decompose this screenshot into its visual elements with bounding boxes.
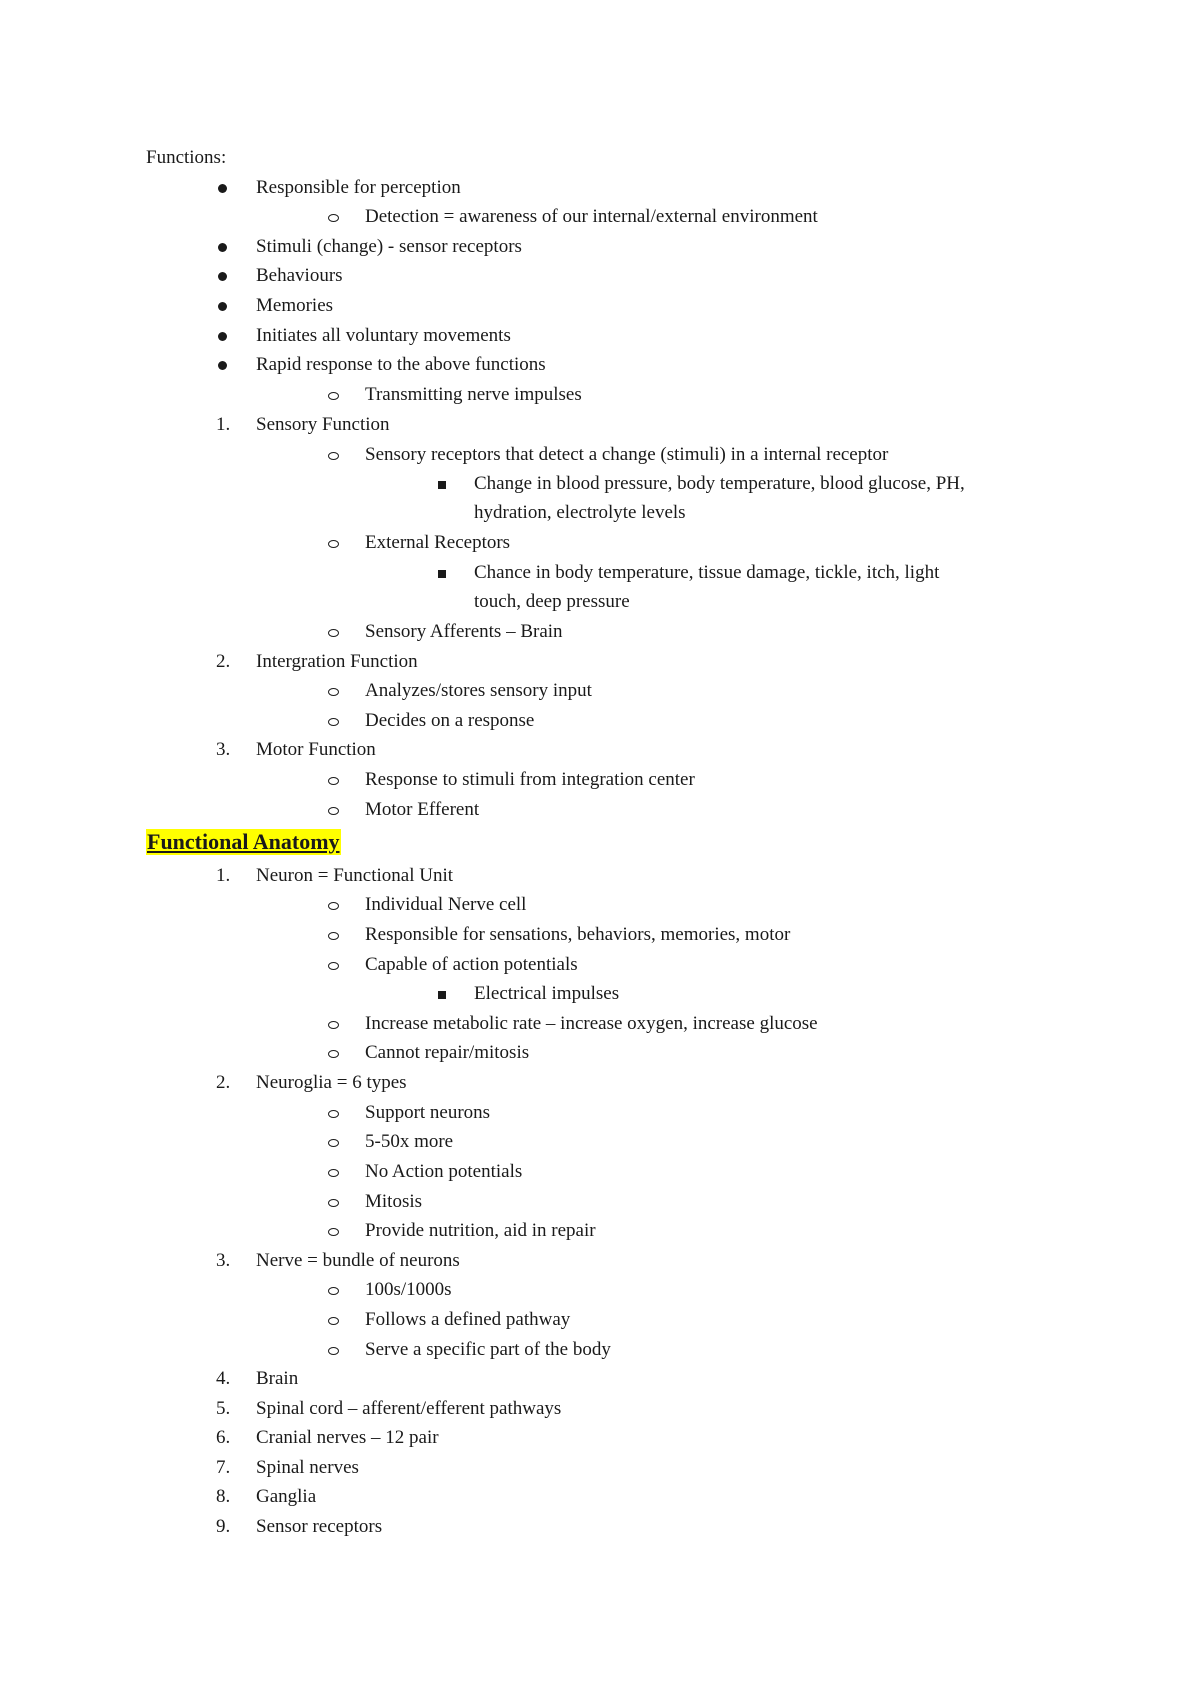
bullet-text: Memories xyxy=(256,295,334,316)
list-number: 2. xyxy=(216,651,231,672)
sub-bullet-text: Detection = awareness of our internal/external environment xyxy=(365,206,818,227)
bullet-circle xyxy=(327,444,339,466)
sub-sub-bullet-text: Electrical impulses xyxy=(474,983,620,1004)
bullet-circle xyxy=(327,680,339,702)
list-number: 1. xyxy=(216,414,231,435)
bullet-dot xyxy=(216,295,228,317)
sub-sub-bullet-text: Change in blood pressure, body temperature, blood glucose, PH, xyxy=(474,473,965,494)
bullet-circle xyxy=(327,1191,339,1213)
section-heading: Functional Anatomy xyxy=(147,829,340,854)
list-item-text: Intergration Function xyxy=(256,651,418,672)
sub-bullet-text: Individual Nerve cell xyxy=(365,894,527,915)
list-number: 3. xyxy=(216,1250,231,1271)
list-number: 7. xyxy=(216,1457,231,1478)
list-item-text: Sensory Function xyxy=(256,414,390,435)
bullet-dot xyxy=(216,325,228,347)
bullet-circle xyxy=(327,924,339,946)
list-number: 2. xyxy=(216,1072,231,1093)
bullet-text: Behaviours xyxy=(256,265,343,286)
sub-bullet-text: Motor Efferent xyxy=(365,799,480,820)
sub-bullet-text: Sensory receptors that detect a change (stimuli) in a internal receptor xyxy=(365,444,889,465)
bullet-circle xyxy=(327,710,339,732)
bullet-circle xyxy=(327,1279,339,1301)
bullet-circle xyxy=(327,1309,339,1331)
sub-bullet-text: No Action potentials xyxy=(365,1161,523,1182)
bullet-dot xyxy=(216,265,228,287)
bullet-dot xyxy=(216,236,228,258)
bullet-circle xyxy=(327,1013,339,1035)
bullet-circle xyxy=(327,954,339,976)
sub-bullet-text: Serve a specific part of the body xyxy=(365,1339,611,1360)
bullet-circle xyxy=(327,894,339,916)
sub-sub-bullet-text-cont: hydration, electrolyte levels xyxy=(474,502,686,523)
sub-bullet-text: Follows a defined pathway xyxy=(365,1309,571,1330)
sub-bullet-text: 100s/1000s xyxy=(365,1279,452,1300)
sub-bullet-text: Analyzes/stores sensory input xyxy=(365,680,592,701)
bullet-circle xyxy=(327,769,339,791)
list-number: 4. xyxy=(216,1368,231,1389)
bullet-circle xyxy=(327,1102,339,1124)
sub-bullet-text: Mitosis xyxy=(365,1191,423,1212)
sub-bullet-text: External Receptors xyxy=(365,532,511,553)
sub-bullet-text: Transmitting nerve impulses xyxy=(365,384,582,405)
sub-bullet-text: Increase metabolic rate – increase oxygen, increase glucose xyxy=(365,1013,818,1034)
bullet-text: Initiates all voluntary movements xyxy=(256,325,511,346)
sub-bullet-text: 5-50x more xyxy=(365,1131,454,1152)
bullet-text: Responsible for perception xyxy=(256,177,461,198)
list-item-text: Nerve = bundle of neurons xyxy=(256,1250,460,1271)
sub-bullet-text: Cannot repair/mitosis xyxy=(365,1042,530,1063)
sub-bullet-text: Decides on a response xyxy=(365,710,535,731)
bullet-square xyxy=(436,473,448,495)
list-item-text: Cranial nerves – 12 pair xyxy=(256,1427,439,1448)
list-item-text: Spinal cord – afferent/efferent pathways xyxy=(256,1398,562,1419)
bullet-circle xyxy=(327,1042,339,1064)
bullet-circle xyxy=(327,799,339,821)
list-number: 5. xyxy=(216,1398,231,1419)
bullet-circle xyxy=(327,621,339,643)
functions-label: Functions: xyxy=(146,147,227,168)
bullet-circle xyxy=(327,1131,339,1153)
sub-sub-bullet-text-cont: touch, deep pressure xyxy=(474,591,630,612)
list-item-text: Neuroglia = 6 types xyxy=(256,1072,407,1093)
list-item-text: Brain xyxy=(256,1368,299,1389)
bullet-square xyxy=(436,562,448,584)
bullet-text: Rapid response to the above functions xyxy=(256,354,546,375)
list-number: 9. xyxy=(216,1516,231,1537)
list-number: 6. xyxy=(216,1427,231,1448)
bullet-text: Stimuli (change) - sensor receptors xyxy=(256,236,522,257)
list-item-text: Neuron = Functional Unit xyxy=(256,865,453,886)
bullet-dot xyxy=(216,177,228,199)
bullet-dot xyxy=(216,354,228,376)
list-item-text: Sensor receptors xyxy=(256,1516,383,1537)
list-item-text: Ganglia xyxy=(256,1486,317,1507)
list-item-text: Motor Function xyxy=(256,739,376,760)
bullet-circle xyxy=(327,532,339,554)
list-number: 3. xyxy=(216,739,231,760)
bullet-circle xyxy=(327,1161,339,1183)
bullet-circle xyxy=(327,1220,339,1242)
sub-bullet-text: Response to stimuli from integration center xyxy=(365,769,695,790)
sub-bullet-text: Responsible for sensations, behaviors, memories, motor xyxy=(365,924,791,945)
sub-sub-bullet-text: Chance in body temperature, tissue damage, tickle, itch, light xyxy=(474,562,940,583)
list-item-text: Spinal nerves xyxy=(256,1457,359,1478)
bullet-circle xyxy=(327,206,339,228)
list-number: 1. xyxy=(216,865,231,886)
bullet-square xyxy=(436,983,448,1005)
list-number: 8. xyxy=(216,1486,231,1507)
bullet-circle xyxy=(327,384,339,406)
sub-bullet-text: Capable of action potentials xyxy=(365,954,578,975)
bullet-circle xyxy=(327,1339,339,1361)
sub-bullet-text: Sensory Afferents – Brain xyxy=(365,621,563,642)
sub-bullet-text: Support neurons xyxy=(365,1102,491,1123)
sub-bullet-text: Provide nutrition, aid in repair xyxy=(365,1220,596,1241)
